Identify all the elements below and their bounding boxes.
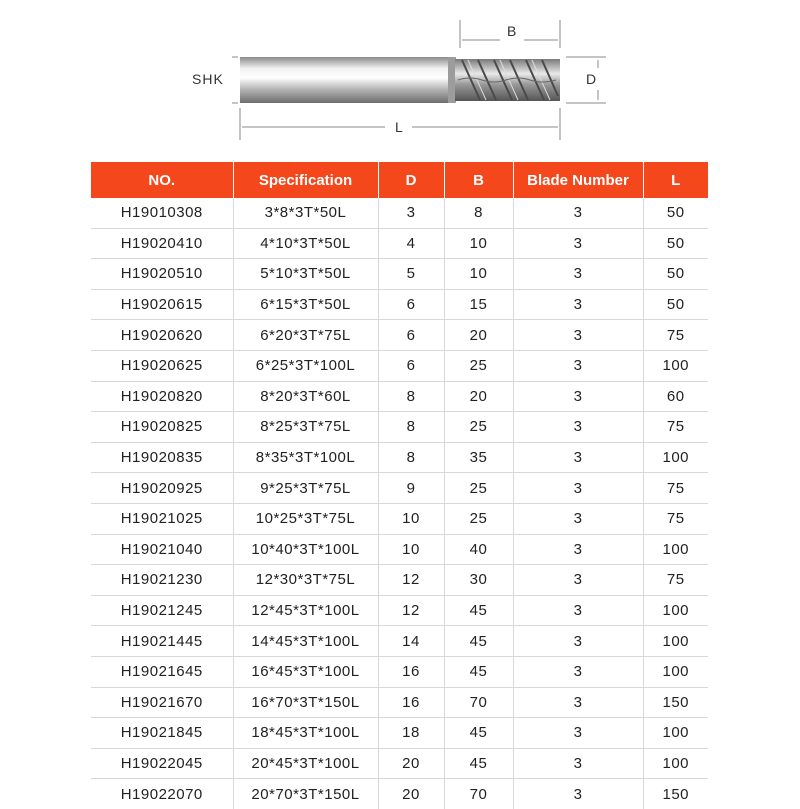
cell-l: 75 [643, 320, 708, 351]
cell-no: H19020925 [91, 473, 233, 504]
cell-specification: 20*45*3T*100L [233, 748, 378, 779]
cell-d: 8 [378, 442, 444, 473]
table-row [91, 320, 708, 351]
cell-specification: 8*35*3T*100L [233, 442, 378, 473]
cell-specification: 8*25*3T*75L [233, 412, 378, 443]
cell-d: 14 [378, 626, 444, 657]
cell-no: H19021245 [91, 595, 233, 626]
cell-l: 150 [643, 687, 708, 718]
cell-b: 25 [444, 503, 513, 534]
cell-no: H19021645 [91, 656, 233, 687]
cell-b: 35 [444, 442, 513, 473]
cell-blade-number: 3 [513, 412, 643, 443]
table-row [91, 565, 708, 596]
cell-l: 100 [643, 442, 708, 473]
tool-diagram [0, 0, 800, 150]
cell-specification: 6*20*3T*75L [233, 320, 378, 351]
flute-length-label: B [507, 23, 518, 39]
cell-b: 45 [444, 748, 513, 779]
table-row [91, 412, 708, 443]
cell-d: 18 [378, 718, 444, 749]
cell-blade-number: 3 [513, 626, 643, 657]
cell-no: H19020820 [91, 381, 233, 412]
cell-specification: 6*25*3T*100L [233, 350, 378, 381]
cell-blade-number: 3 [513, 442, 643, 473]
cell-blade-number: 3 [513, 687, 643, 718]
cell-specification: 5*10*3T*50L [233, 259, 378, 290]
cell-b: 8 [444, 198, 513, 228]
cell-l: 100 [643, 350, 708, 381]
cell-blade-number: 3 [513, 718, 643, 749]
cell-no: H19020615 [91, 289, 233, 320]
cell-b: 70 [444, 779, 513, 809]
cell-specification: 12*45*3T*100L [233, 595, 378, 626]
cell-d: 8 [378, 381, 444, 412]
table-row [91, 198, 708, 228]
table-row [91, 626, 708, 657]
cell-l: 50 [643, 289, 708, 320]
cell-specification: 10*40*3T*100L [233, 534, 378, 565]
cell-no: H19021445 [91, 626, 233, 657]
cell-no: H19020510 [91, 259, 233, 290]
table-row [91, 473, 708, 504]
cell-specification: 12*30*3T*75L [233, 565, 378, 596]
diameter-label: D [586, 71, 598, 87]
cell-l: 50 [643, 198, 708, 228]
table-row [91, 228, 708, 259]
cell-d: 16 [378, 687, 444, 718]
cell-d: 10 [378, 534, 444, 565]
cell-no: H19020835 [91, 442, 233, 473]
header-specification: Specification [233, 162, 378, 198]
cell-d: 5 [378, 259, 444, 290]
cell-no: H19020620 [91, 320, 233, 351]
cell-l: 75 [643, 565, 708, 596]
cell-no: H19021025 [91, 503, 233, 534]
cell-b: 15 [444, 289, 513, 320]
cell-d: 20 [378, 748, 444, 779]
table-row [91, 718, 708, 749]
table-row [91, 350, 708, 381]
cell-blade-number: 3 [513, 228, 643, 259]
cell-d: 16 [378, 656, 444, 687]
table-row [91, 503, 708, 534]
cell-l: 100 [643, 534, 708, 565]
cell-specification: 20*70*3T*150L [233, 779, 378, 809]
cell-l: 100 [643, 656, 708, 687]
cell-l: 100 [643, 748, 708, 779]
cell-l: 100 [643, 595, 708, 626]
header-l: L [643, 162, 708, 198]
shank-label: SHK [192, 71, 224, 87]
cell-specification: 18*45*3T*100L [233, 718, 378, 749]
cell-specification: 8*20*3T*60L [233, 381, 378, 412]
cell-d: 6 [378, 320, 444, 351]
specification-table [91, 162, 708, 809]
table-row [91, 381, 708, 412]
table-row [91, 779, 708, 809]
cell-b: 45 [444, 656, 513, 687]
cell-b: 45 [444, 718, 513, 749]
table-row [91, 595, 708, 626]
cell-b: 25 [444, 412, 513, 443]
cell-specification: 14*45*3T*100L [233, 626, 378, 657]
cell-no: H19010308 [91, 198, 233, 228]
cell-b: 40 [444, 534, 513, 565]
cell-d: 8 [378, 412, 444, 443]
table-header-row [91, 162, 708, 198]
cell-blade-number: 3 [513, 350, 643, 381]
cell-d: 12 [378, 595, 444, 626]
cell-no: H19020410 [91, 228, 233, 259]
cell-blade-number: 3 [513, 289, 643, 320]
cell-specification: 16*70*3T*150L [233, 687, 378, 718]
cell-no: H19021040 [91, 534, 233, 565]
cell-b: 45 [444, 595, 513, 626]
cell-d: 12 [378, 565, 444, 596]
cell-no: H19022045 [91, 748, 233, 779]
cell-b: 30 [444, 565, 513, 596]
table-row [91, 656, 708, 687]
cell-specification: 10*25*3T*75L [233, 503, 378, 534]
cell-b: 10 [444, 228, 513, 259]
table-row [91, 687, 708, 718]
overall-length-label: L [395, 119, 404, 135]
table-row [91, 259, 708, 290]
cell-blade-number: 3 [513, 381, 643, 412]
cell-no: H19020825 [91, 412, 233, 443]
table-row [91, 442, 708, 473]
header-blade-number: Blade Number [513, 162, 643, 198]
cell-l: 75 [643, 503, 708, 534]
cell-no: H19021845 [91, 718, 233, 749]
cell-d: 6 [378, 289, 444, 320]
cell-l: 75 [643, 473, 708, 504]
cell-b: 10 [444, 259, 513, 290]
cell-l: 75 [643, 412, 708, 443]
cell-b: 25 [444, 350, 513, 381]
cell-blade-number: 3 [513, 595, 643, 626]
cell-d: 3 [378, 198, 444, 228]
cell-b: 20 [444, 381, 513, 412]
cell-l: 150 [662, 785, 690, 803]
cell-d: 20 [378, 779, 444, 809]
cell-no: H19022070 [91, 779, 233, 809]
cell-no: H19020625 [91, 350, 233, 381]
cell-no: H19021230 [91, 565, 233, 596]
table-row [91, 748, 708, 779]
cell-b: 45 [444, 626, 513, 657]
header-b: B [444, 162, 513, 198]
cell-specification: 3*8*3T*50L [233, 198, 378, 228]
cell-blade-number: 3 [513, 565, 643, 596]
cell-blade-number: 3 [513, 656, 643, 687]
cell-blade-number: 3 [513, 473, 643, 504]
cell-no: H19021670 [91, 687, 233, 718]
cell-l: 50 [643, 228, 708, 259]
cell-specification: 6*15*3T*50L [233, 289, 378, 320]
header-d: D [378, 162, 444, 198]
cell-b: 20 [444, 320, 513, 351]
cell-l: 50 [643, 259, 708, 290]
cell-blade-number: 3 [513, 748, 643, 779]
cell-specification: 16*45*3T*100L [233, 656, 378, 687]
table-row [91, 534, 708, 565]
cell-blade-number: 3 [513, 259, 643, 290]
table-body [91, 198, 708, 809]
cell-d: 6 [378, 350, 444, 381]
table-row [91, 289, 708, 320]
cell-l: 100 [643, 718, 708, 749]
cell-blade-number: 3 [513, 503, 643, 534]
cell-l: 60 [643, 381, 708, 412]
cell-d: 9 [378, 473, 444, 504]
cell-specification: 4*10*3T*50L [233, 228, 378, 259]
header-no: NO. [91, 162, 233, 198]
cell-specification: 9*25*3T*75L [233, 473, 378, 504]
cell-b: 25 [444, 473, 513, 504]
cell-l: 100 [643, 626, 708, 657]
cell-blade-number: 3 [513, 534, 643, 565]
cell-b: 70 [444, 687, 513, 718]
cell-blade-number: 3 [513, 198, 643, 228]
cell-d: 10 [378, 503, 444, 534]
cell-d: 4 [378, 228, 444, 259]
cell-blade-number: 3 [513, 320, 643, 351]
cell-blade-number: 3 [513, 779, 643, 809]
